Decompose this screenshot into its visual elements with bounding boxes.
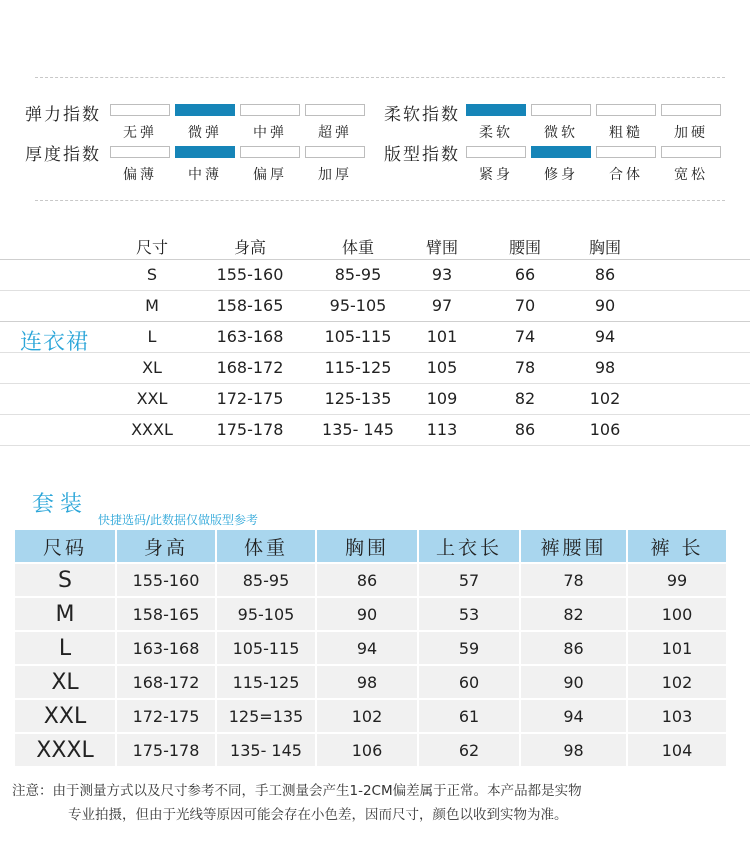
suit-table-cell: 155-160 [117, 564, 215, 596]
dress-table-cell: 86 [514, 420, 536, 439]
suit-table-cell: 86 [521, 632, 626, 664]
suit-table-cell: 175-178 [117, 734, 215, 766]
suit-size-table [13, 528, 728, 768]
suit-table-cell: 95-105 [217, 598, 315, 630]
suit-table-cell: 163-168 [117, 632, 215, 664]
suit-table-cell: 60 [419, 666, 519, 698]
table-row [15, 564, 726, 596]
table-row [15, 700, 726, 732]
suit-table-cell: 104 [628, 734, 726, 766]
suit-table-cell: 86 [317, 564, 417, 596]
dress-table-cell: 93 [431, 265, 453, 284]
dress-label: 连衣裙 [20, 330, 90, 355]
suit-table-cell: 115-125 [217, 666, 315, 698]
suit-table-cell: 61 [419, 700, 519, 732]
dress-table-cell: M [145, 296, 159, 315]
suit-table-cell: 100 [628, 598, 726, 630]
suit-table-cell: 99 [628, 564, 726, 596]
suit-table-cell: 158-165 [117, 598, 215, 630]
suit-title: 套装 [32, 492, 89, 517]
dress-table-cell: S [146, 265, 158, 284]
suit-table-cell: 103 [628, 700, 726, 732]
indicator-level-box [240, 104, 300, 116]
suit-table-cell: 82 [521, 598, 626, 630]
dress-table-cell: 109 [426, 389, 458, 408]
indicator-level-box [110, 146, 170, 158]
suit-table-header [15, 530, 726, 562]
suit-table-cell: 94 [317, 632, 417, 664]
indicator-level-box [531, 104, 591, 116]
indicator-label: 柔软指数 [384, 105, 460, 125]
suit-table-cell: 90 [521, 666, 626, 698]
indicator-level-box [596, 104, 656, 116]
dress-table-cell: 95-105 [329, 296, 387, 315]
table-row [15, 598, 726, 630]
dress-row-divider [0, 414, 750, 415]
indicator-option-label: 紧身 [479, 167, 513, 183]
suit-header-cell: 裤 长 [628, 530, 726, 562]
dress-table-cell: 105 [426, 358, 458, 377]
indicator-option-label: 中薄 [188, 167, 222, 183]
dress-table-cell: 155-160 [216, 265, 284, 284]
indicator-level-box [240, 146, 300, 158]
dress-table-cell: 163-168 [216, 327, 284, 346]
dress-header-cell: 胸围 [588, 238, 621, 257]
indicator-option-label: 修身 [544, 167, 578, 183]
indicator-option-label: 无弹 [123, 125, 157, 141]
dress-table-cell: 113 [426, 420, 458, 439]
dress-table-cell: 125-135 [324, 389, 392, 408]
note-line-1: 注意：由于测量方式以及尺寸参考不同，手工测量会产生1-2CM偏差属于正常。本产品都是实物 [12, 783, 582, 799]
dress-row-divider [0, 321, 750, 322]
dress-table-cell: 135- 145 [322, 420, 394, 439]
suit-table-cell: 53 [419, 598, 519, 630]
table-row [15, 666, 726, 698]
indicator-option-label: 粗糙 [609, 125, 643, 141]
dress-table-cell: 98 [594, 358, 616, 377]
suit-table-cell: 106 [317, 734, 417, 766]
indicator-label: 版型指数 [384, 145, 460, 165]
indicator-level-selected [466, 104, 526, 116]
top-divider [35, 77, 725, 78]
dress-table-cell: 70 [514, 296, 536, 315]
indicator-level-box [466, 146, 526, 158]
dress-table-cell: 168-172 [216, 358, 284, 377]
suit-subtitle: 快捷选码/此数据仅做版型参考 [98, 513, 259, 527]
suit-table-cell: 90 [317, 598, 417, 630]
indicator-level-selected [531, 146, 591, 158]
dress-table-cell: XXXL [131, 420, 173, 439]
dress-table-cell: 82 [514, 389, 536, 408]
dress-row-divider [0, 259, 750, 260]
dress-header-cell: 腰围 [508, 238, 541, 257]
indicator-option-label: 中弹 [253, 125, 287, 141]
suit-table-cell: 101 [628, 632, 726, 664]
suit-header-cell: 上衣长 [419, 530, 519, 562]
indicator-level-selected [175, 146, 235, 158]
dress-row-divider [0, 445, 750, 446]
indicator-option-label: 合体 [609, 167, 643, 183]
suit-size-cell: M [15, 598, 115, 630]
dress-table-cell: 90 [594, 296, 616, 315]
suit-table-cell: 102 [628, 666, 726, 698]
dress-table-cell: 102 [589, 389, 621, 408]
dress-header-cell: 身高 [233, 238, 266, 257]
suit-header-cell: 胸围 [317, 530, 417, 562]
dress-table-cell: 97 [431, 296, 453, 315]
dress-table-cell: 78 [514, 358, 536, 377]
suit-table-cell: 125=135 [217, 700, 315, 732]
suit-table-cell: 172-175 [117, 700, 215, 732]
dress-header-cell: 臂围 [425, 238, 458, 257]
indicator-divider [35, 200, 725, 201]
indicator-option-label: 超弹 [318, 125, 352, 141]
suit-header-cell: 体重 [217, 530, 315, 562]
dress-row-divider [0, 290, 750, 291]
indicator-option-label: 偏薄 [123, 167, 157, 183]
dress-row-divider [0, 352, 750, 353]
dress-table-cell: L [147, 327, 157, 346]
indicator-option-label: 偏厚 [253, 167, 287, 183]
dress-table-cell: 115-125 [324, 358, 392, 377]
suit-table-cell: 168-172 [117, 666, 215, 698]
indicator-option-label: 加硬 [674, 125, 708, 141]
dress-table-cell: 66 [514, 265, 536, 284]
indicator-level-box [110, 104, 170, 116]
dress-table-cell: 85-95 [334, 265, 382, 284]
indicator-level-box [596, 146, 656, 158]
suit-table-cell: 57 [419, 564, 519, 596]
dress-row-divider [0, 383, 750, 384]
suit-size-cell: XL [15, 666, 115, 698]
dress-table-cell: 172-175 [216, 389, 284, 408]
suit-size-cell: S [15, 564, 115, 596]
dress-table-cell: 101 [426, 327, 458, 346]
dress-table-cell: 158-165 [216, 296, 284, 315]
dress-table-cell: 94 [594, 327, 616, 346]
indicator-level-box [661, 146, 721, 158]
note-line-2: 专业拍摄，但由于光线等原因可能会存在小色差，因而尺寸，颜色以收到实物为准。 [68, 807, 568, 823]
suit-table-cell: 85-95 [217, 564, 315, 596]
suit-header-cell: 尺码 [15, 530, 115, 562]
indicator-label: 弹力指数 [25, 105, 101, 125]
indicator-option-label: 加厚 [318, 167, 352, 183]
suit-size-cell: L [15, 632, 115, 664]
suit-table-cell: 78 [521, 564, 626, 596]
dress-header-cell: 尺寸 [135, 238, 168, 257]
suit-header-cell: 裤腰围 [521, 530, 626, 562]
dress-table-cell: XXL [136, 389, 168, 408]
suit-size-cell: XXXL [15, 734, 115, 766]
dress-header-cell: 体重 [341, 238, 374, 257]
indicator-option-label: 柔软 [479, 125, 513, 141]
indicator-option-label: 宽松 [674, 167, 708, 183]
suit-table-cell: 98 [317, 666, 417, 698]
suit-table-cell: 59 [419, 632, 519, 664]
suit-header-cell: 身高 [117, 530, 215, 562]
dress-table-cell: XL [142, 358, 162, 377]
suit-table-cell: 105-115 [217, 632, 315, 664]
dress-table-cell: 86 [594, 265, 616, 284]
dress-table-cell: 175-178 [216, 420, 284, 439]
indicator-option-label: 微弹 [188, 125, 222, 141]
indicator-option-label: 微软 [544, 125, 578, 141]
table-row [15, 734, 726, 766]
suit-table-cell: 102 [317, 700, 417, 732]
table-row [15, 632, 726, 664]
suit-size-cell: XXL [15, 700, 115, 732]
suit-table-cell: 62 [419, 734, 519, 766]
suit-table-cell: 98 [521, 734, 626, 766]
dress-table-cell: 105-115 [324, 327, 392, 346]
indicator-level-box [305, 104, 365, 116]
dress-table-cell: 106 [589, 420, 621, 439]
dress-table-cell: 74 [514, 327, 536, 346]
suit-table-cell: 135- 145 [217, 734, 315, 766]
suit-table-cell: 94 [521, 700, 626, 732]
indicator-label: 厚度指数 [25, 145, 101, 165]
indicator-level-box [661, 104, 721, 116]
indicator-level-selected [175, 104, 235, 116]
indicator-level-box [305, 146, 365, 158]
